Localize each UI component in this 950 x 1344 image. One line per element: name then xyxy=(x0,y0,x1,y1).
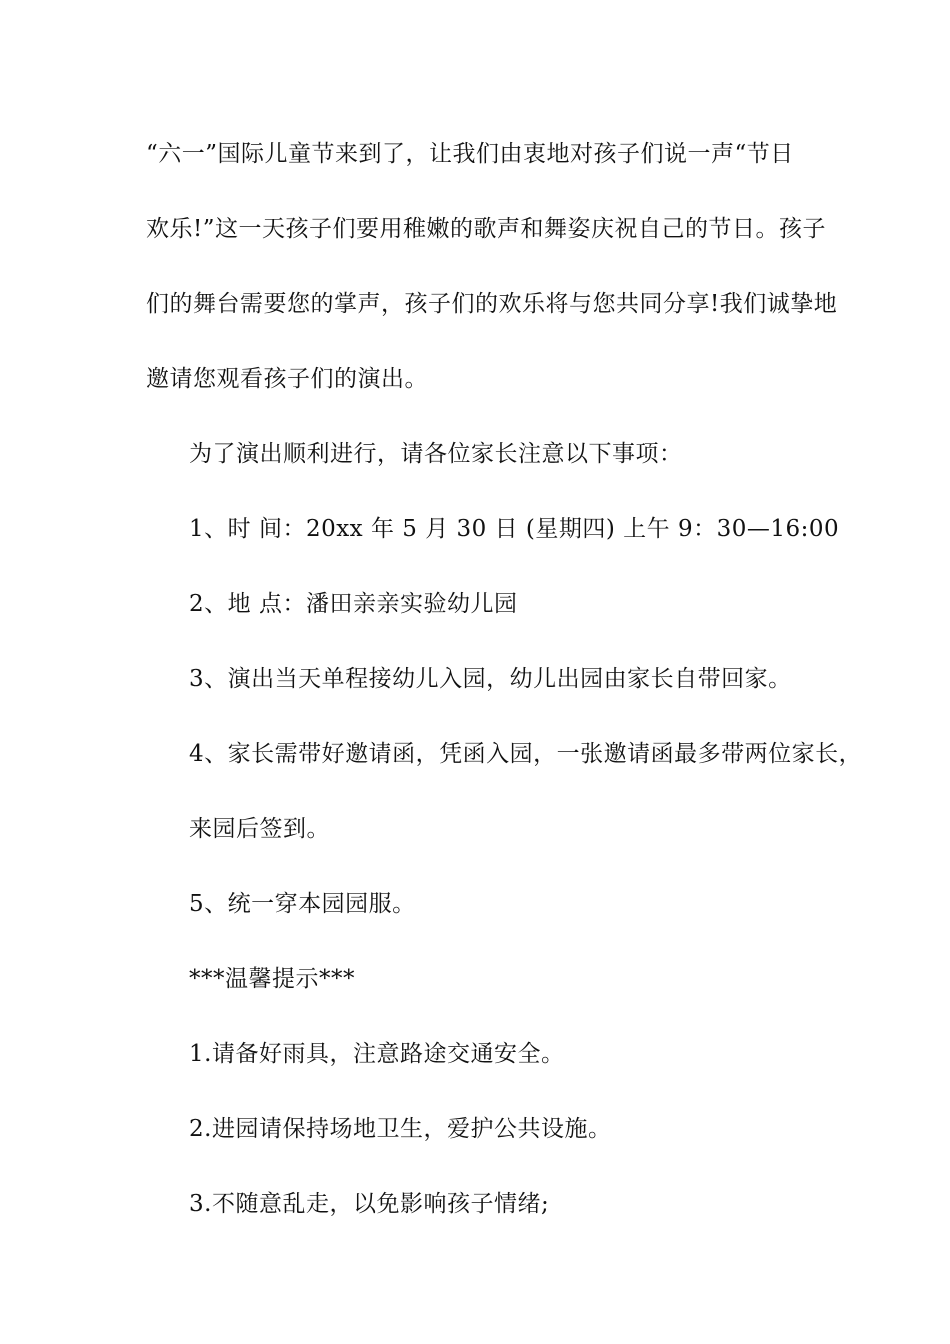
tip-item-hygiene: 2.进园请保持场地卫生，爱护公共设施。 xyxy=(189,1116,612,1142)
intro-line-4: 邀请您观看孩子们的演出。 xyxy=(146,366,428,392)
tip-item-rain-gear: 1.请备好雨具，注意路途交通安全。 xyxy=(189,1041,565,1067)
notice-item-time: 1、时 间：20xx 年 5 月 30 日 (星期四) 上午 9：30—16:00 xyxy=(189,516,840,542)
notice-item-uniform: 5、统一穿本园园服。 xyxy=(189,891,416,917)
notice-intro: 为了演出顺利进行，请各位家长注意以下事项： xyxy=(189,441,683,467)
notice-item-invitation-cont: 来园后签到。 xyxy=(189,816,330,842)
notice-item-pickup: 3、演出当天单程接幼儿入园，幼儿出园由家长自带回家。 xyxy=(189,666,792,692)
intro-line-1: “六一”国际儿童节来到了，让我们由衷地对孩子们说一声“节日 xyxy=(146,141,794,167)
intro-line-2: 欢乐!”这一天孩子们要用稚嫩的歌声和舞姿庆祝自己的节日。孩子 xyxy=(146,216,827,242)
tip-item-no-wandering: 3.不随意乱走，以免影响孩子情绪; xyxy=(189,1191,550,1217)
notice-item-location: 2、地 点：潘田亲亲实验幼儿园 xyxy=(189,591,518,617)
notice-item-invitation: 4、家长需带好邀请函，凭函入园，一张邀请函最多带两位家长， xyxy=(189,741,863,767)
intro-line-3: 们的舞台需要您的掌声，孩子们的欢乐将与您共同分享!我们诚挚地 xyxy=(146,291,838,317)
tips-heading: ***温馨提示*** xyxy=(189,966,355,992)
